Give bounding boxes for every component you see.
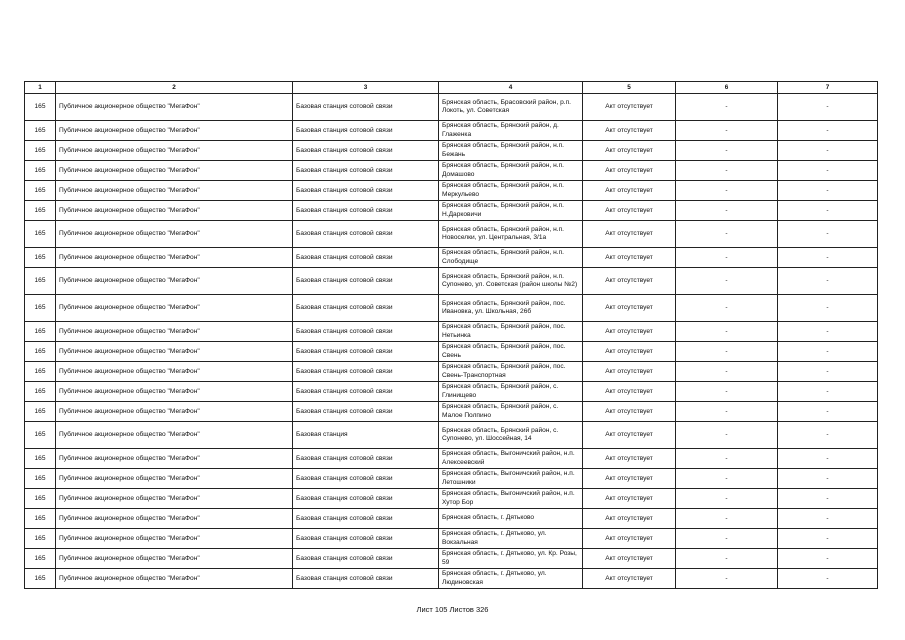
object-type: Базовая станция сотовой связи xyxy=(293,201,439,221)
act-status: Акт отсутствует xyxy=(583,362,676,382)
column-6-value: - xyxy=(676,449,778,469)
object-address: Брянская область, Брянский район, н.п. Домашово xyxy=(439,161,583,181)
column-6-value: - xyxy=(676,161,778,181)
organization-name: Публичное акционерное общество "МегаФон" xyxy=(56,382,293,402)
column-7-value: - xyxy=(778,322,878,342)
act-status: Акт отсутствует xyxy=(583,141,676,161)
act-status: Акт отсутствует xyxy=(583,489,676,509)
organization-name: Публичное акционерное общество "МегаФон" xyxy=(56,161,293,181)
act-status: Акт отсутствует xyxy=(583,181,676,201)
table-row xyxy=(25,161,878,181)
row-number: 165 xyxy=(25,382,56,402)
organization-name: Публичное акционерное общество "МегаФон" xyxy=(56,141,293,161)
act-status: Акт отсутствует xyxy=(583,422,676,449)
header-col-1: 1 xyxy=(25,82,56,94)
act-status: Акт отсутствует xyxy=(583,248,676,268)
organization-name: Публичное акционерное общество "МегаФон" xyxy=(56,94,293,121)
header-col-7: 7 xyxy=(778,82,878,94)
column-6-value: - xyxy=(676,422,778,449)
column-7-value: - xyxy=(778,295,878,322)
object-address: Брянская область, Брянский район, пос. Свень-Транспортная xyxy=(439,362,583,382)
column-7-value: - xyxy=(778,161,878,181)
object-type: Базовая станция сотовой связи xyxy=(293,402,439,422)
column-7-value: - xyxy=(778,569,878,589)
table-row xyxy=(25,422,878,449)
column-7-value: - xyxy=(778,449,878,469)
organization-name: Публичное акционерное общество "МегаФон" xyxy=(56,268,293,295)
table-row xyxy=(25,362,878,382)
object-address: Брянская область, Брянский район, с. Глинищево xyxy=(439,382,583,402)
object-address: Брянская область, Брянский район, с. Малое Полпино xyxy=(439,402,583,422)
table-row xyxy=(25,529,878,549)
column-6-value: - xyxy=(676,322,778,342)
object-address: Брянская область, Брянский район, н.п. Новоселки, ул. Центральная, 3/1а xyxy=(439,221,583,248)
row-number: 165 xyxy=(25,422,56,449)
organization-name: Публичное акционерное общество "МегаФон" xyxy=(56,449,293,469)
table-row xyxy=(25,402,878,422)
organization-name: Публичное акционерное общество "МегаФон" xyxy=(56,569,293,589)
object-address: Брянская область, Выгоничский район, н.п. Летошники xyxy=(439,469,583,489)
column-6-value: - xyxy=(676,342,778,362)
act-status: Акт отсутствует xyxy=(583,161,676,181)
object-address: Брянская область, Брянский район, пос. Ивановка, ул. Школьная, 26б xyxy=(439,295,583,322)
object-type: Базовая станция сотовой связи xyxy=(293,449,439,469)
column-7-value: - xyxy=(778,422,878,449)
organization-name: Публичное акционерное общество "МегаФон" xyxy=(56,322,293,342)
row-number: 165 xyxy=(25,489,56,509)
row-number: 165 xyxy=(25,342,56,362)
table-row xyxy=(25,94,878,121)
column-6-value: - xyxy=(676,141,778,161)
header-col-2: 2 xyxy=(56,82,293,94)
table-row xyxy=(25,342,878,362)
column-7-value: - xyxy=(778,141,878,161)
object-address: Брянская область, г. Дятьково, ул. Вокзальная xyxy=(439,529,583,549)
column-6-value: - xyxy=(676,121,778,141)
column-6-value: - xyxy=(676,402,778,422)
table-row xyxy=(25,569,878,589)
table-row xyxy=(25,449,878,469)
column-7-value: - xyxy=(778,549,878,569)
act-status: Акт отсутствует xyxy=(583,569,676,589)
table-row xyxy=(25,201,878,221)
column-7-value: - xyxy=(778,121,878,141)
row-number: 165 xyxy=(25,248,56,268)
column-6-value: - xyxy=(676,549,778,569)
row-number: 165 xyxy=(25,402,56,422)
row-number: 165 xyxy=(25,221,56,248)
column-6-value: - xyxy=(676,509,778,529)
act-status: Акт отсутствует xyxy=(583,201,676,221)
column-6-value: - xyxy=(676,469,778,489)
table-row xyxy=(25,469,878,489)
registry-table xyxy=(24,81,878,589)
row-number: 165 xyxy=(25,362,56,382)
table-row xyxy=(25,268,878,295)
object-address: Брянская область, Брянский район, н.п. Бежань xyxy=(439,141,583,161)
object-type: Базовая станция сотовой связи xyxy=(293,569,439,589)
row-number: 165 xyxy=(25,509,56,529)
object-address: Брянская область, Брянский район, с. Супонево, ул. Шоссейная, 14 xyxy=(439,422,583,449)
table-row xyxy=(25,121,878,141)
column-6-value: - xyxy=(676,489,778,509)
organization-name: Публичное акционерное общество "МегаФон" xyxy=(56,529,293,549)
object-address: Брянская область, Брянский район, н.п. Супонево, ул. Советская (район школы №2) xyxy=(439,268,583,295)
organization-name: Публичное акционерное общество "МегаФон" xyxy=(56,509,293,529)
organization-name: Публичное акционерное общество "МегаФон" xyxy=(56,248,293,268)
table-row xyxy=(25,549,878,569)
column-6-value: - xyxy=(676,295,778,322)
act-status: Акт отсутствует xyxy=(583,342,676,362)
header-col-3: 3 xyxy=(293,82,439,94)
row-number: 165 xyxy=(25,121,56,141)
organization-name: Публичное акционерное общество "МегаФон" xyxy=(56,489,293,509)
object-type: Базовая станция сотовой связи xyxy=(293,489,439,509)
object-type: Базовая станция сотовой связи xyxy=(293,248,439,268)
organization-name: Публичное акционерное общество "МегаФон" xyxy=(56,422,293,449)
column-7-value: - xyxy=(778,268,878,295)
page-number: Лист 105 Листов 326 xyxy=(416,605,489,614)
object-address: Брянская область, Брянский район, д. Глаженка xyxy=(439,121,583,141)
act-status: Акт отсутствует xyxy=(583,221,676,248)
column-7-value: - xyxy=(778,342,878,362)
object-type: Базовая станция xyxy=(293,422,439,449)
column-6-value: - xyxy=(676,201,778,221)
column-7-value: - xyxy=(778,221,878,248)
object-address: Брянская область, Брянский район, н.п. Слободище xyxy=(439,248,583,268)
table-row xyxy=(25,248,878,268)
act-status: Акт отсутствует xyxy=(583,268,676,295)
column-6-value: - xyxy=(676,569,778,589)
column-6-value: - xyxy=(676,181,778,201)
organization-name: Публичное акционерное общество "МегаФон" xyxy=(56,549,293,569)
column-6-value: - xyxy=(676,248,778,268)
header-col-6: 6 xyxy=(676,82,778,94)
column-6-value: - xyxy=(676,268,778,295)
object-type: Базовая станция сотовой связи xyxy=(293,268,439,295)
row-number: 165 xyxy=(25,469,56,489)
row-number: 165 xyxy=(25,322,56,342)
table-row xyxy=(25,295,878,322)
object-type: Базовая станция сотовой связи xyxy=(293,141,439,161)
object-type: Базовая станция сотовой связи xyxy=(293,295,439,322)
table-row xyxy=(25,489,878,509)
act-status: Акт отсутствует xyxy=(583,449,676,469)
act-status: Акт отсутствует xyxy=(583,382,676,402)
object-type: Базовая станция сотовой связи xyxy=(293,181,439,201)
table-row xyxy=(25,322,878,342)
column-7-value: - xyxy=(778,94,878,121)
object-type: Базовая станция сотовой связи xyxy=(293,509,439,529)
column-7-value: - xyxy=(778,489,878,509)
object-type: Базовая станция сотовой связи xyxy=(293,382,439,402)
row-number: 165 xyxy=(25,529,56,549)
column-7-value: - xyxy=(778,402,878,422)
column-7-value: - xyxy=(778,181,878,201)
object-type: Базовая станция сотовой связи xyxy=(293,121,439,141)
object-type: Базовая станция сотовой связи xyxy=(293,94,439,121)
column-6-value: - xyxy=(676,362,778,382)
column-7-value: - xyxy=(778,362,878,382)
act-status: Акт отсутствует xyxy=(583,121,676,141)
act-status: Акт отсутствует xyxy=(583,295,676,322)
row-number: 165 xyxy=(25,94,56,121)
table-row xyxy=(25,382,878,402)
organization-name: Публичное акционерное общество "МегаФон" xyxy=(56,201,293,221)
object-type: Базовая станция сотовой связи xyxy=(293,322,439,342)
object-type: Базовая станция сотовой связи xyxy=(293,342,439,362)
object-type: Базовая станция сотовой связи xyxy=(293,221,439,248)
object-type: Базовая станция сотовой связи xyxy=(293,362,439,382)
table-row xyxy=(25,141,878,161)
row-number: 165 xyxy=(25,295,56,322)
column-7-value: - xyxy=(778,201,878,221)
object-address: Брянская область, Брасовский район, р.п. Локоть, ул. Советская xyxy=(439,94,583,121)
object-address: Брянская область, Выгоничский район, н.п. Алексеевский xyxy=(439,449,583,469)
object-type: Базовая станция сотовой связи xyxy=(293,549,439,569)
row-number: 165 xyxy=(25,201,56,221)
row-number: 165 xyxy=(25,161,56,181)
object-address: Брянская область, г. Дятьково xyxy=(439,509,583,529)
column-6-value: - xyxy=(676,94,778,121)
act-status: Акт отсутствует xyxy=(583,529,676,549)
column-7-value: - xyxy=(778,248,878,268)
object-address: Брянская область, г. Дятьково, ул. Кр. Розы, 59 xyxy=(439,549,583,569)
row-number: 165 xyxy=(25,141,56,161)
organization-name: Публичное акционерное общество "МегаФон" xyxy=(56,121,293,141)
row-number: 165 xyxy=(25,549,56,569)
organization-name: Публичное акционерное общество "МегаФон" xyxy=(56,469,293,489)
object-address: Брянская область, Брянский район, н.п. Н.Дарковичи xyxy=(439,201,583,221)
object-type: Базовая станция сотовой связи xyxy=(293,529,439,549)
row-number: 165 xyxy=(25,181,56,201)
object-address: Брянская область, Брянский район, пос. Нетьинка xyxy=(439,322,583,342)
column-7-value: - xyxy=(778,382,878,402)
object-address: Брянская область, г. Дятьково, ул. Людиновская xyxy=(439,569,583,589)
act-status: Акт отсутствует xyxy=(583,402,676,422)
header-col-5: 5 xyxy=(583,82,676,94)
organization-name: Публичное акционерное общество "МегаФон" xyxy=(56,342,293,362)
act-status: Акт отсутствует xyxy=(583,322,676,342)
object-type: Базовая станция сотовой связи xyxy=(293,469,439,489)
column-7-value: - xyxy=(778,529,878,549)
organization-name: Публичное акционерное общество "МегаФон" xyxy=(56,221,293,248)
object-address: Брянская область, Брянский район, пос. Свень xyxy=(439,342,583,362)
row-number: 165 xyxy=(25,449,56,469)
organization-name: Публичное акционерное общество "МегаФон" xyxy=(56,402,293,422)
act-status: Акт отсутствует xyxy=(583,469,676,489)
table-header xyxy=(25,82,878,94)
object-address: Брянская область, Выгоничский район, н.п. Хутор Бор xyxy=(439,489,583,509)
header-row xyxy=(25,82,878,94)
object-address: Брянская область, Брянский район, н.п. Меркульево xyxy=(439,181,583,201)
column-6-value: - xyxy=(676,382,778,402)
column-7-value: - xyxy=(778,509,878,529)
table-row xyxy=(25,221,878,248)
organization-name: Публичное акционерное общество "МегаФон" xyxy=(56,181,293,201)
act-status: Акт отсутствует xyxy=(583,94,676,121)
organization-name: Публичное акционерное общество "МегаФон" xyxy=(56,362,293,382)
table-row xyxy=(25,509,878,529)
column-6-value: - xyxy=(676,221,778,248)
table-row xyxy=(25,181,878,201)
organization-name: Публичное акционерное общество "МегаФон" xyxy=(56,295,293,322)
table-body xyxy=(25,94,878,589)
act-status: Акт отсутствует xyxy=(583,549,676,569)
act-status: Акт отсутствует xyxy=(583,509,676,529)
column-7-value: - xyxy=(778,469,878,489)
row-number: 165 xyxy=(25,268,56,295)
row-number: 165 xyxy=(25,569,56,589)
object-type: Базовая станция сотовой связи xyxy=(293,161,439,181)
header-col-4: 4 xyxy=(439,82,583,94)
column-6-value: - xyxy=(676,529,778,549)
